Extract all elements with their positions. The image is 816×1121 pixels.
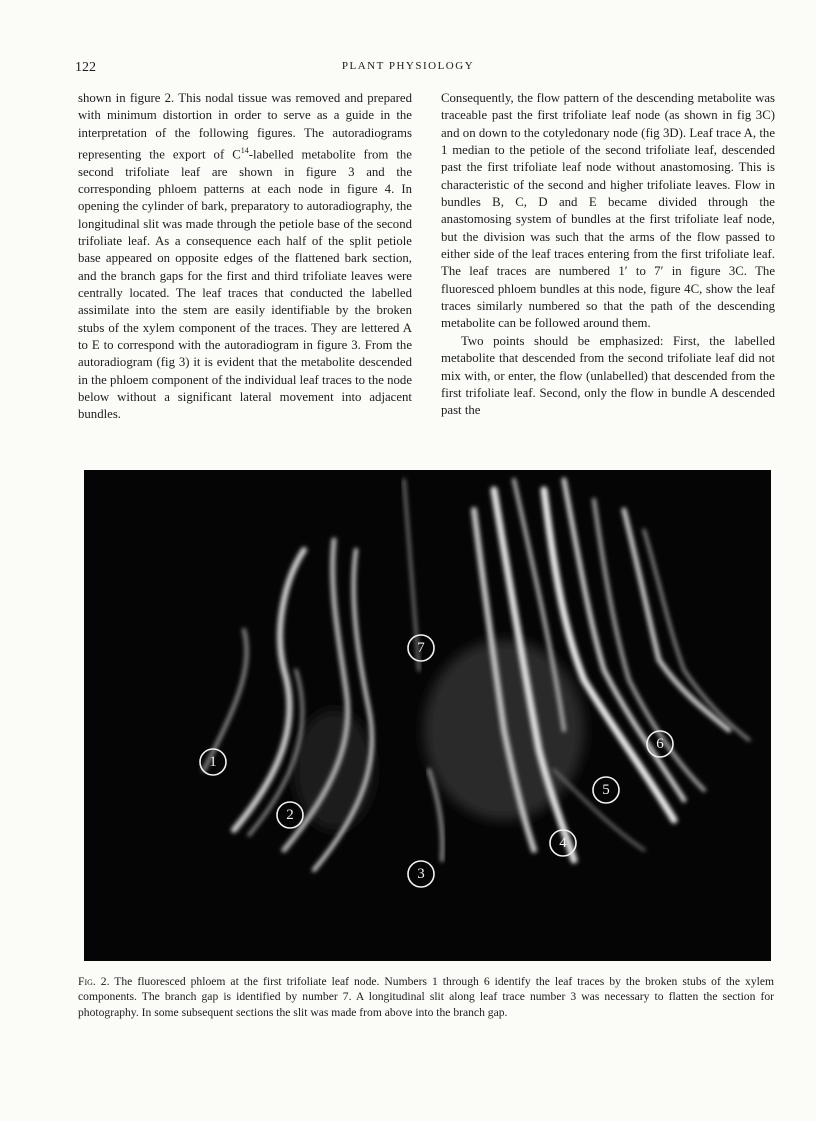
caption-label: Fig. 2. <box>78 975 110 988</box>
page-number: 122 <box>75 60 96 75</box>
marker-label: 6 <box>656 736 664 752</box>
phloem-photo-svg <box>84 470 771 961</box>
left-column <box>78 90 412 424</box>
marker-label: 4 <box>559 835 567 851</box>
right-paragraph-1: Consequently, the flow pattern of the descending metabolite was traceable past the first trifoliate leaf node (as shown in fig 3C) and on down to the cotyledonary node (fig 3D). Leaf trace A, the 1 median to the petiole of the second trifoliate leaf, descended past the first trifoliate leaf node without anastomosing. This is characteristic of the second and higher trifoliate leaves. Flow in bundles B, C, D and E became divided through the anastomosing system of bundles at the first trifoliate leaf node, but the division was such that the arms of the flow passed to either side of the leaf traces entering from the first trifoliate leaf. The leaf traces are numbered 1′ to 7′ in figure 3C. The fluoresced phloem bundles at this node, figure 4C, show the leaf traces similarly numbered so that the path of the descending metabolite can be followed around them. <box>441 91 775 331</box>
marker-label: 1 <box>209 754 217 770</box>
marker-label: 5 <box>602 782 610 798</box>
figure-caption <box>78 974 774 1020</box>
left-text-a: shown in figure 2. This nodal tissue was removed and prepared with minimum distortion in order to serve as a guide in the interpretation of the following figures. The autoradiograms representing the export of C <box>78 91 412 162</box>
marker-label: 3 <box>417 866 425 882</box>
left-paragraph <box>78 90 412 424</box>
right-column <box>441 90 775 420</box>
caption-text: The fluoresced phloem at the first trifoliate leaf node. Numbers 1 through 6 identify the leaf traces by the broken stubs of the xylem components. The branch gap is identified by number 7. A longitudinal slit along leaf trace number 3 was necessary to flatten the section for photography. In some subsequent sections the slit was made from above into the branch gap. <box>78 975 774 1019</box>
isotope-superscript: 14 <box>240 146 249 156</box>
running-head: PLANT PHYSIOLOGY <box>341 60 475 72</box>
left-text-b: -labelled metabolite from the second trifoliate leaf are shown in figure 3 and the corresponding phloem patterns at each node in figure 4. In opening the cylinder of bark, preparatory to autoradiography, the longitudinal slit was made through the petiole base of the second trifoliate leaf. As a consequence each half of the split petiole base appeared on opposite edges of the flattened bark section, and the branch gaps for the first and third trifoliate leaves were centrally located. The leaf traces that conducted the labelled assimilate into the stem are easily identifiable by the broken stubs of the xylem component of the traces. They are lettered A to E to correspond with the autoradiogram in figure 3. From the autoradiogram (fig 3) it is evident that the metabolite descended in the phloem component of the individual leaf traces to the node below without a significant lateral movement into adjacent bundles. <box>78 147 412 422</box>
figure-photo <box>84 470 771 961</box>
right-paragraph-2: Two points should be emphasized: First, the labelled metabolite that descended from the second trifoliate leaf did not mix with, or enter, the flow (unlabelled) that descended from the first trifoliate leaf. Second, only the flow in bundle A descended past the <box>441 333 775 418</box>
marker-label: 2 <box>286 807 294 823</box>
marker-label: 7 <box>417 640 425 656</box>
